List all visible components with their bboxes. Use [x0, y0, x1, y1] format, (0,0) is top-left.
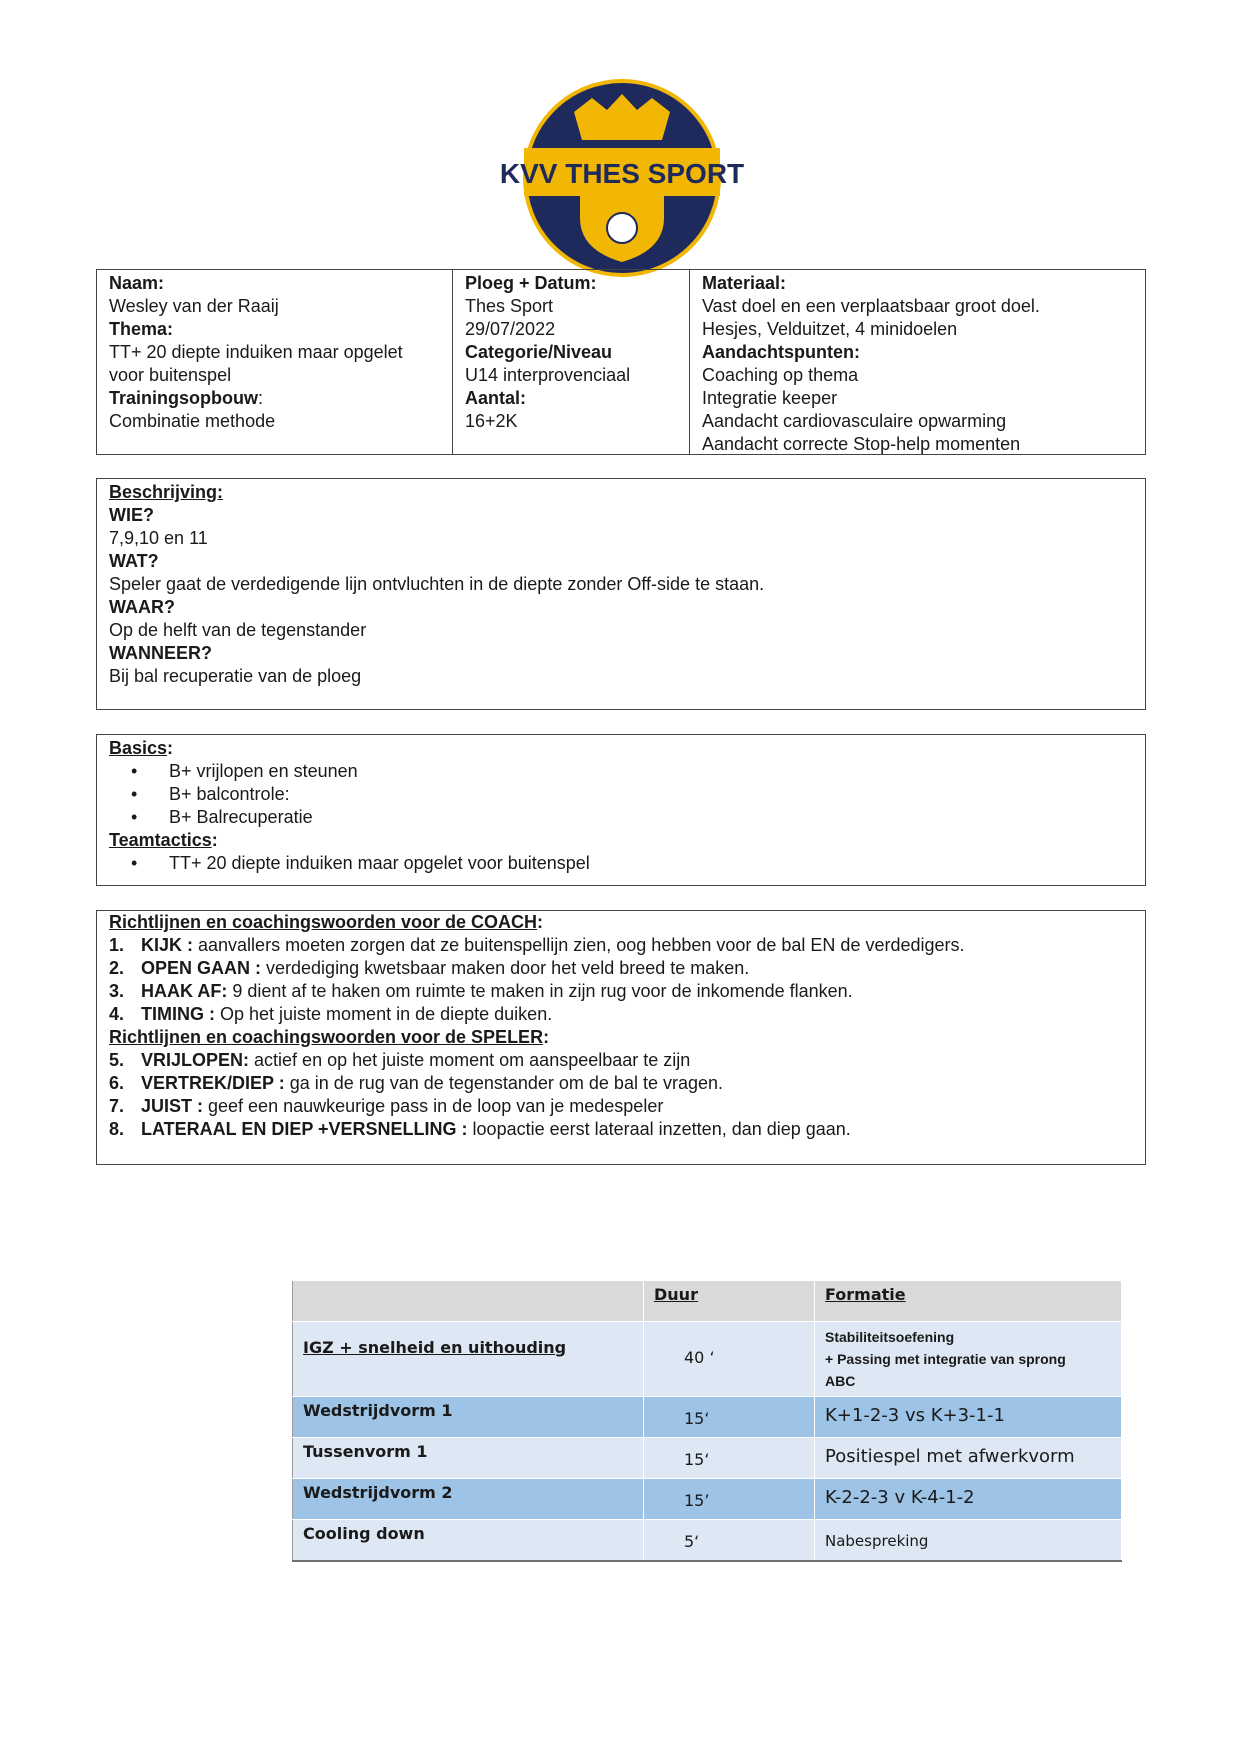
info-table	[96, 269, 1146, 455]
question-waar: WAAR?	[109, 597, 175, 617]
speler-item: 8. LATERAAL EN DIEP +VERSNELLING : loopactie eerst lateraal inzetten, dan diep gaan.	[109, 1119, 851, 1139]
teamtactics-title: Teamtactics	[109, 830, 212, 850]
info-col-material	[689, 270, 1145, 454]
question-wat: WAT?	[109, 551, 159, 571]
answer-wie: 7,9,10 en 11	[109, 528, 208, 548]
row-duration: 40 ‘	[644, 1322, 815, 1397]
table-row	[293, 1397, 1122, 1438]
row-duration: 15‘	[644, 1397, 815, 1438]
speler-item: 5. VRIJLOPEN: actief en op het juiste moment om aanspeelbaar te zijn	[109, 1050, 691, 1070]
coach-title: Richtlijnen en coachingswoorden voor de COACH	[109, 912, 538, 932]
logo-text: KVV THES SPORT	[499, 158, 745, 189]
header-duur: Duur	[644, 1281, 815, 1322]
question-wie: WIE?	[109, 505, 154, 525]
teamtactics-list	[109, 852, 1133, 875]
row-activity: Wedstrijdvorm 1	[293, 1397, 644, 1438]
header-activity	[293, 1281, 644, 1322]
label-categorie: Categorie/Niveau	[465, 342, 613, 362]
row-duration: 15’	[644, 1479, 815, 1520]
basics-list	[109, 760, 1133, 829]
label-naam: Naam:	[109, 273, 165, 293]
row-activity: IGZ + snelheid en uithouding	[293, 1322, 644, 1397]
answer-waar: Op de helft van de tegenstander	[109, 620, 367, 640]
table-row	[293, 1479, 1122, 1520]
materiaal-item: Hesjes, Velduitzet, 4 minidoelen	[702, 319, 958, 339]
description-box	[96, 478, 1146, 710]
coach-item: 1. KIJK : aanvallers moeten zorgen dat ze buitenspellijn zien, oog hebben voor de bal EN de verdedigers.	[109, 935, 965, 955]
club-logo	[499, 90, 745, 265]
row-activity: Wedstrijdvorm 2	[293, 1479, 644, 1520]
table-row	[293, 1322, 1122, 1397]
header-formatie: Formatie	[815, 1281, 1122, 1322]
basics-title: Basics	[109, 738, 168, 758]
label-aandachtspunten: Aandachtspunten:	[702, 342, 861, 362]
row-formation: Nabespreking	[815, 1520, 1122, 1562]
basics-item: • B+ Balrecuperatie	[169, 806, 1133, 829]
value-categorie: U14 interprovenciaal	[465, 365, 631, 385]
row-formation: K-2-2-3 v K-4-1-2	[815, 1479, 1122, 1520]
basics-item: • B+ vrijlopen en steunen	[169, 760, 1133, 783]
label-thema: Thema:	[109, 319, 174, 339]
basics-box: Basics: • B+ vrijlopen en steunen • B+ balcontrole: • B+ Balrecuperatie Teamtactics: • TT+ 20 diepte induiken maar opgelet voor buitenspel	[96, 734, 1146, 886]
schedule-table	[292, 1280, 1122, 1562]
materiaal-item: Vast doel en een verplaatsbaar groot doel.	[702, 296, 1040, 316]
value-aantal: 16+2K	[465, 411, 518, 431]
value-trainingsopbouw: Combinatie methode	[109, 411, 276, 431]
label-trainingsopbouw: Trainingsopbouw	[109, 388, 258, 408]
question-wanneer: WANNEER?	[109, 643, 212, 663]
label-materiaal: Materiaal:	[702, 273, 787, 293]
label-ploeg-datum: Ploeg + Datum:	[465, 273, 597, 293]
coach-item: 2. OPEN GAAN : verdediging kwetsbaar maken door het veld breed te maken.	[109, 958, 750, 978]
coach-item: 4. TIMING : Op het juiste moment in de diepte duiken.	[109, 1004, 553, 1024]
table-row	[293, 1438, 1122, 1479]
answer-wat: Speler gaat de verdedigende lijn ontvluchten in de diepte zonder Off-side te staan.	[109, 574, 765, 594]
info-col-team	[452, 270, 689, 454]
value-datum: 29/07/2022	[465, 319, 556, 339]
coach-item: 3. HAAK AF: 9 dient af te haken om ruimte te maken in zijn rug voor de inkomende flanken.	[109, 981, 853, 1001]
speler-item: 6. VERTREK/DIEP : ga in de rug van de tegenstander om de bal te vragen.	[109, 1073, 724, 1093]
description-title: Beschrijving:	[109, 482, 224, 502]
row-activity: Cooling down	[293, 1520, 644, 1562]
value-naam: Wesley van der Raaij	[109, 296, 279, 316]
schedule-header	[293, 1281, 1122, 1322]
teamtactics-item: • TT+ 20 diepte induiken maar opgelet voor buitenspel	[169, 852, 1133, 875]
coaching-box: Richtlijnen en coachingswoorden voor de COACH: 1. KIJK : aanvallers moeten zorgen dat ze buitenspellijn zien, oog hebben voor de bal EN de verdedigers. 2. OPEN GAAN : verdediging kwetsbaar maken door het veld breed te maken. 3. HAAK AF: 9 dient af te haken om ruimte te maken in zijn rug voor de inkomende flanken. 4. TIMING : Op het juiste moment in de diepte duiken. Richtlijnen en coachingswoorden voor de SPELER: 5. VRIJLOPEN: actief en op het juiste moment om aanspeelbaar te zijn 6. VERTREK/DIEP : ga in de rug van de tegenstander om de bal te vragen. 7. JUIST : geef een nauwkeurige pass in de loop van je medespeler 8. LATERAAL EN DIEP +VERSNELLING : loopactie eerst lateraal inzetten, dan diep gaan.	[96, 910, 1146, 1165]
row-activity: Tussenvorm 1	[293, 1438, 644, 1479]
speler-item: 7. JUIST : geef een nauwkeurige pass in de loop van je medespeler	[109, 1096, 664, 1116]
aandacht-item: Coaching op thema	[702, 365, 859, 385]
label-colon: :	[258, 388, 264, 408]
row-duration: 15‘	[644, 1438, 815, 1479]
table-row	[293, 1520, 1122, 1562]
aandacht-item: Aandacht correcte Stop-help momenten	[702, 434, 1021, 454]
speler-title: Richtlijnen en coachingswoorden voor de SPELER	[109, 1027, 544, 1047]
row-formation: Positiespel met afwerkvorm	[815, 1438, 1122, 1479]
row-formation: K+1-2-3 vs K+3-1-1	[815, 1397, 1122, 1438]
row-formation: Stabiliteitsoefening + Passing met integratie van sprong ABC	[815, 1322, 1122, 1397]
row-duration: 5‘	[644, 1520, 815, 1562]
label-aantal: Aantal:	[465, 388, 527, 408]
info-col-trainer	[97, 270, 452, 454]
basics-item: • B+ balcontrole:	[169, 783, 1133, 806]
aandacht-item: Aandacht cardiovasculaire opwarming	[702, 411, 1007, 431]
value-ploeg: Thes Sport	[465, 296, 554, 316]
value-thema: TT+ 20 diepte induiken maar opgelet voor buitenspel	[109, 342, 403, 385]
answer-wanneer: Bij bal recuperatie van de ploeg	[109, 666, 362, 686]
aandacht-item: Integratie keeper	[702, 388, 838, 408]
